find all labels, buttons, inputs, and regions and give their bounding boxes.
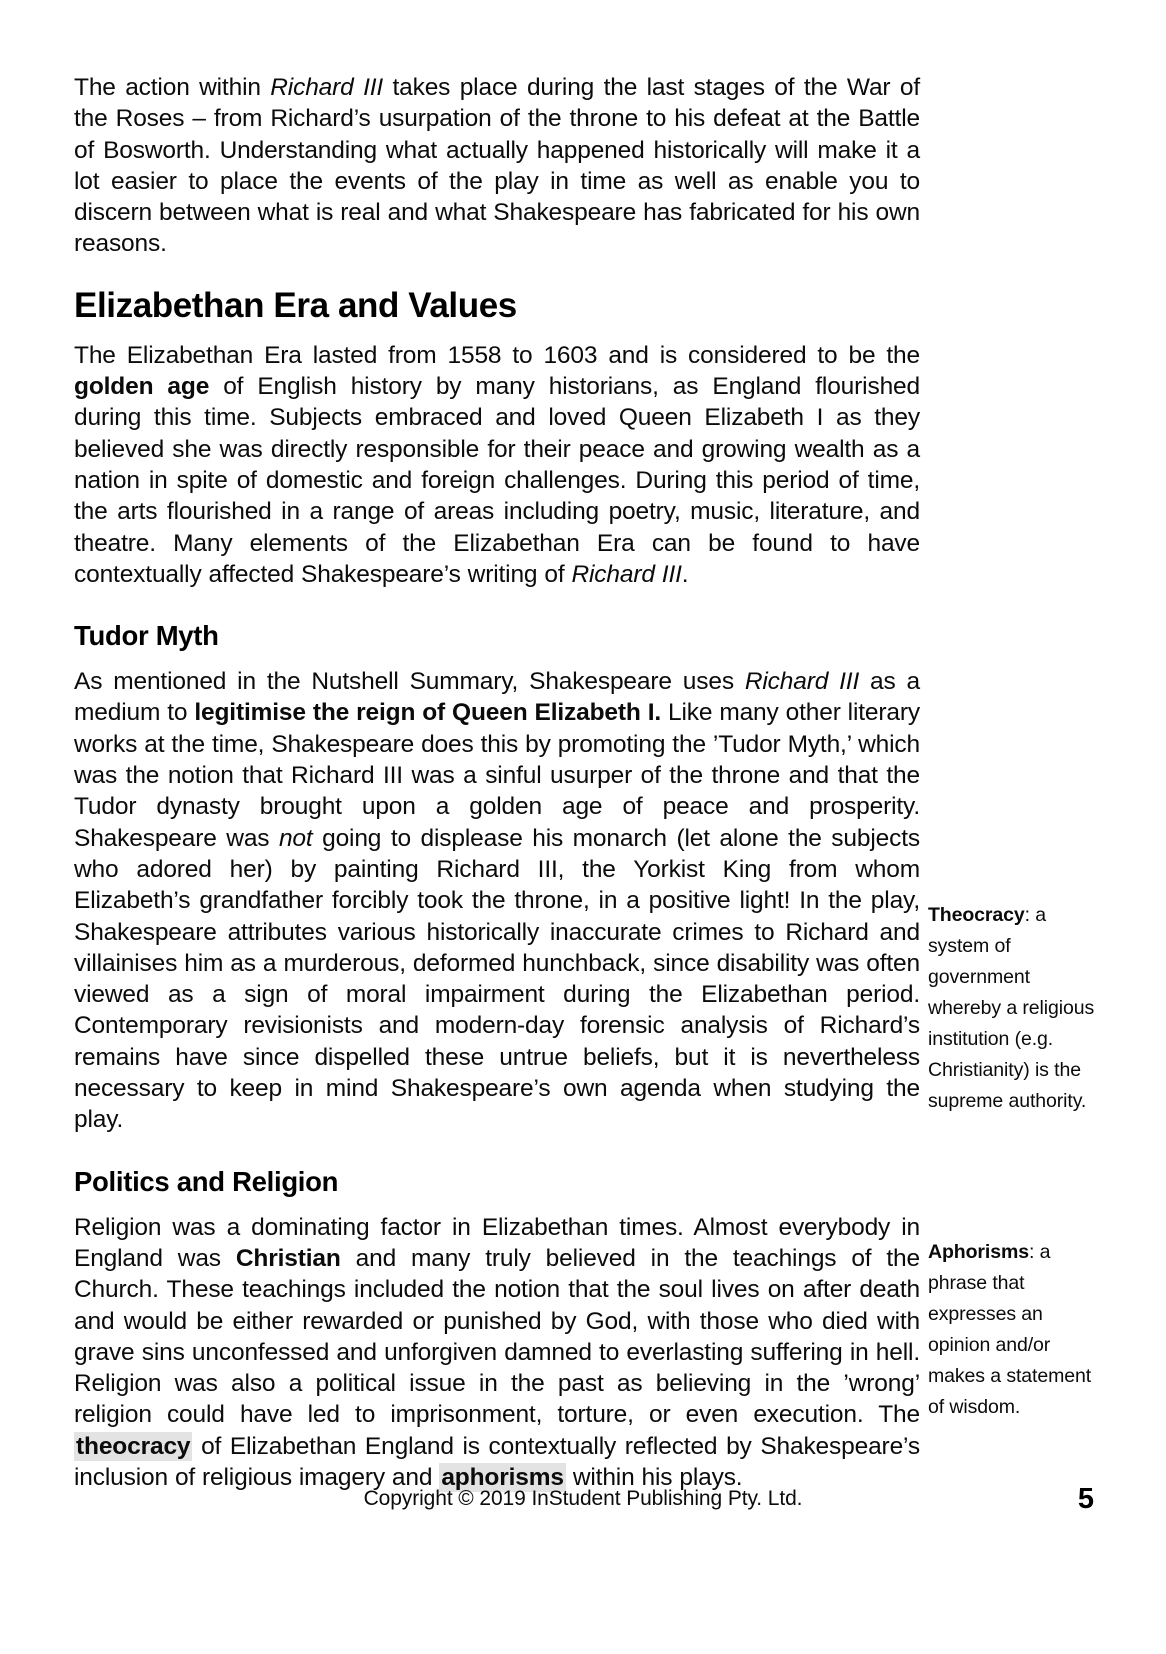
margin-note-definition: a phrase that expresses an opinion and/or makes a statement of wisdom. [928, 1241, 1092, 1418]
tudor-italic-not: not [278, 824, 313, 852]
page-footer [0, 1483, 1166, 1527]
polrel-text-part3: of Elizabethan England is contextually reflected by Shakespeare’s inclusion of religious imagery and [74, 1432, 920, 1491]
tudor-myth-paragraph [74, 666, 920, 1135]
elizabethan-paragraph [74, 340, 920, 590]
polrel-text-part2: and many truly believed in the teachings of the Church. These teachings included the notion that the soul lives on after death and would be either rewarded or punished by God, with those who died with grave sins unconfessed and unforgiven damned to everlasting suffering in hell. Religion was also a political issue in the past as believing in the ’wrong’ religion could have led to imprisonment, torture, or even execution. The [74, 1244, 920, 1429]
heading-politics-and-religion: Politics and Religion [74, 1165, 339, 1197]
highlighted-term-aphorisms: aphorisms [441, 1463, 564, 1491]
tudor-title-italic-1: Richard III [744, 668, 860, 696]
intro-text-part2: takes place during the last stages of the War of the Roses – from Richard’s usurpation of the throne to his defeat at the Battle of Bosworth. Understanding what actually happened historically will make it a lot easier to place the events of the play in time as well as enable you to discern between what is real and what Shakespeare has fabricated for his own reasons. [74, 74, 920, 258]
intro-title-italic: Richard III [270, 74, 384, 101]
polrel-bold-christian: Christian [235, 1244, 341, 1272]
politics-religion-paragraph [74, 1212, 920, 1494]
margin-note-aphorisms [928, 1237, 1096, 1423]
tudor-text-part1: As mentioned in the Nutshell Summary, Shakespeare uses [74, 668, 745, 696]
eliz-title-italic: Richard III [571, 560, 682, 588]
heading-elizabethan-era-and-values: Elizabethan Era and Values [74, 285, 517, 325]
margin-note-separator: : [1024, 904, 1036, 926]
tudor-bold-legitimise: legitimise the reign of Queen Elizabeth I. [194, 699, 662, 727]
margin-note-term: Theocracy [928, 904, 1025, 926]
eliz-text-part1: The Elizabethan Era lasted from 1558 to 1603 and is considered to be the [74, 341, 920, 369]
polrel-text-part4: within his plays. [565, 1463, 743, 1491]
polrel-text-part1: Religion was a dominating factor in Elizabethan times. Almost everybody in England was [74, 1213, 920, 1272]
eliz-bold-golden-age: golden age [74, 373, 210, 401]
page-number: 5 [1077, 1483, 1094, 1515]
eliz-text-part3: . [681, 560, 689, 588]
main-text-column [74, 72, 920, 1493]
margin-note-separator: : [1028, 1241, 1040, 1263]
heading-tudor-myth: Tudor Myth [74, 620, 219, 652]
tudor-text-part2: as a medium to [74, 668, 920, 727]
intro-paragraph [74, 72, 920, 260]
footer-copyright: Copyright © 2019 InStudent Publishing Pty. Ltd. [363, 1487, 803, 1510]
tudor-text-part3: Like many other literary works at the time, Shakespeare does this by promoting the ’Tudor Myth,’ which was the notion that Richard III was a sinful usurper of the throne and that the Tudor dynasty brought upon a golden age of peace and prosperity. Shakespeare was [74, 699, 920, 852]
margin-note-theocracy [928, 900, 1096, 1117]
intro-text-part1: The action within [74, 74, 271, 101]
highlighted-term-theocracy: theocracy [76, 1432, 191, 1460]
eliz-text-part2: of English history by many historians, as England flourished during this time. Subjects embraced and loved Queen Elizabeth I as they believed she was directly responsible for their peace and growing wealth as a nation in spite of domestic and foreign challenges. During this period of time, the arts flourished in a range of areas including poetry, music, literature, and theatre. Many elements of the Elizabethan Era can be found to have contextually affected Shakespeare’s writing of [74, 373, 920, 588]
margin-note-term: Aphorisms [928, 1241, 1029, 1263]
tudor-text-part4: going to displease his monarch (let alone the subjects who adored her) by painting Richard III, the Yorkist King from whom Elizabeth’s grandfather forcibly took the throne, in a positive light! In the play, Shakespeare attributes various historically inaccurate crimes to Richard and villainises him as a murderous, deformed hunchback, since disability was often viewed as a sign of moral impairment during the Elizabethan period. Contemporary revisionists and modern-day forensic analysis of Richard’s remains have since dispelled these untrue beliefs, but it is nevertheless necessary to keep in mind Shakespeare’s own agenda when studying the play. [74, 824, 920, 1134]
margin-note-definition: a system of government whereby a religious institution (e.g. Christianity) is the supreme authority. [928, 904, 1095, 1112]
